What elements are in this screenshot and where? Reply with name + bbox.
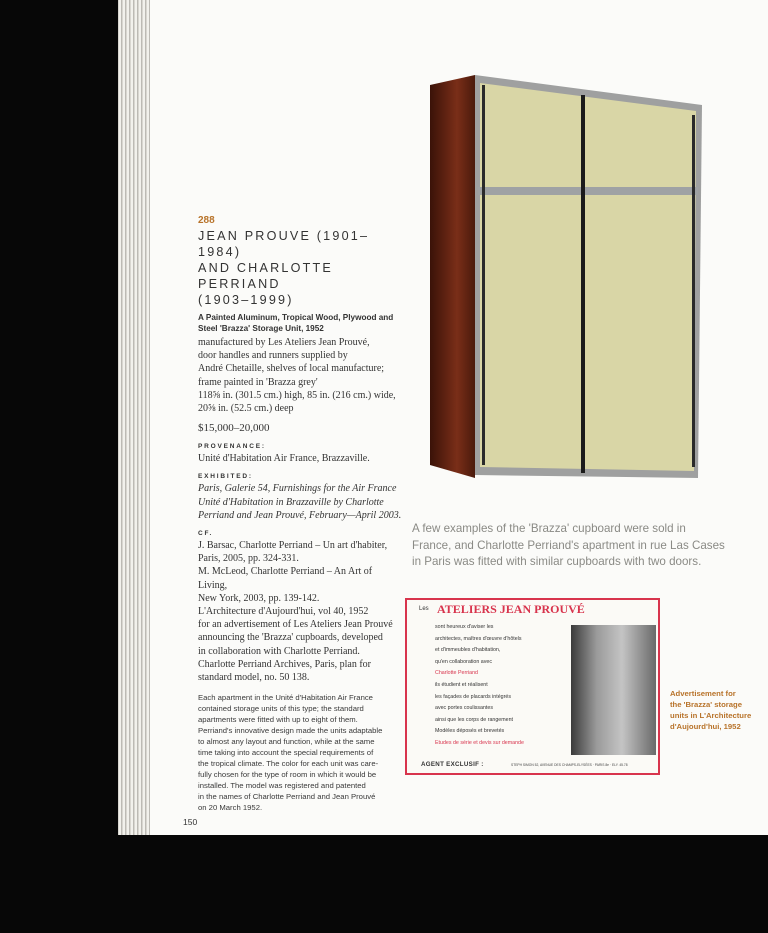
text-line: installed. The model was registered and patented	[198, 781, 366, 791]
references	[198, 539, 403, 684]
text-line: André Chetaille, shelves of local manufacture;	[198, 363, 385, 375]
text-line: door handles and runners supplied by	[198, 350, 348, 362]
ad-line: sont heureux d'aviser les	[435, 624, 494, 630]
provenance: Unité d'Habitation Air France, Brazzaville.	[198, 453, 370, 465]
lot-description	[198, 336, 403, 415]
text-line: Each apartment in the Unité d'Habitation Air France	[198, 693, 373, 703]
lot-column	[198, 215, 403, 813]
text-line: Perriand's innovative design made the units adaptable	[198, 726, 383, 736]
lot-subtitle: A Painted Aluminum, Tropical Wood, Plywood and Steel 'Brazza' Storage Unit, 1952	[198, 313, 394, 333]
text-line: France, and Charlotte Perriand's apartment in rue Las Cases	[412, 538, 725, 552]
text-line: Paris, Galerie 54, Furnishings for the Air France	[198, 483, 397, 495]
photo-caption	[412, 521, 757, 571]
title-line: JEAN PROUVE (1901–1984)	[198, 229, 370, 259]
page-stack-edge	[118, 0, 154, 835]
title-line: (1903–1999)	[198, 293, 294, 307]
cf-label: CF.	[198, 530, 214, 538]
text-line: frame painted in 'Brazza grey'	[198, 376, 318, 388]
text-line: the 'Brazza' storage	[670, 700, 743, 709]
ad-line: qu'en collaboration avec	[435, 658, 492, 665]
text-line: manufactured by Les Ateliers Jean Prouvé,	[198, 337, 370, 348]
advertisement	[405, 598, 660, 775]
exhibited-label: EXHIBITED:	[198, 473, 253, 481]
text-line: in Paris was fitted with similar cupboards with two doors.	[412, 555, 702, 568]
text-line: A few examples of the 'Brazza' cupboard were sold in	[412, 522, 686, 535]
text-line: announcing the 'Brazza' cupboards, developed	[198, 632, 383, 644]
cabinet-photo	[430, 75, 702, 478]
ad-brand: ATELIERS JEAN PROUVÉ	[437, 602, 585, 616]
ad-line: architectes, maîtres d'œuvre d'hôtels	[435, 635, 522, 642]
ad-line: ainsi que les corps de rangement	[435, 716, 514, 723]
text-line: apartments were fitted with up to eight of them.	[198, 715, 358, 725]
text-line: time taking into account the special requirements of	[198, 748, 374, 758]
page-number: 150	[183, 817, 198, 827]
text-line: Paris, 2005, pp. 324-331.	[198, 553, 299, 565]
title-line: AND CHARLOTTE PERRIAND	[198, 261, 333, 291]
ad-agent: AGENT EXCLUSIF :	[421, 761, 484, 768]
text-line: Charlotte Perriand Archives, Paris, plan for	[198, 658, 372, 670]
essay	[198, 692, 403, 813]
text-line: on 20 March 1952.	[198, 803, 263, 813]
text-line: Advertisement for	[670, 689, 736, 698]
text-line: contained storage units of this type; the standard	[198, 704, 364, 714]
ad-les: Les	[419, 606, 429, 612]
ad-caption	[670, 688, 764, 732]
ad-line: les façades de placards intégrés	[435, 693, 511, 700]
text-line: in the names of Charlotte Perriand and Jean Prouvé	[198, 792, 376, 802]
text-line: L'Architecture d'Aujourd'hui, vol 40, 1952	[198, 606, 369, 618]
text-line: 118⅝ in. (301.5 cm.) high, 85 in. (216 cm.) wide,	[198, 389, 396, 401]
ad-line: Modèles déposés et brevetés	[435, 728, 505, 735]
text-line: d'Aujourd'hui, 1952	[670, 722, 741, 731]
text-line: in collaboration with Charlotte Perriand.	[198, 645, 360, 657]
text-line: Unité d'Habitation in Brazzaville by Charlotte	[198, 496, 384, 508]
exhibited	[198, 482, 403, 522]
text-line: for an advertisement of Les Ateliers Jean Prouvé	[198, 619, 393, 631]
lot-number: 288	[198, 215, 215, 226]
ad-agent-detail: STEPH SIMON 52, AVENUE DES CHAMPS-ELYSÉES · PARIS 8e · ELY. 45.78	[511, 763, 628, 767]
text-line: fully chosen for the type of room in which it would be	[198, 770, 377, 780]
ad-photo	[571, 625, 656, 755]
text-line: 20⅝ in. (52.5 cm.) deep	[198, 403, 294, 415]
text-line: J. Barsac, Charlotte Perriand – Un art d'habiter,	[198, 540, 388, 552]
ad-line: Etudes de série et devis sur demande	[435, 740, 524, 746]
provenance-label: PROVENANCE:	[198, 443, 266, 451]
text-line: Perriand and Jean Prouvé, February—April 2003.	[198, 509, 402, 521]
text-line: standard model, no. 50 138.	[198, 672, 310, 684]
ad-line: ils étudient et réalisent	[435, 682, 488, 688]
text-line: units in L'Architecture	[670, 711, 752, 720]
estimate: $15,000–20,000	[198, 422, 270, 435]
ad-line: et d'immeubles d'habitation,	[435, 647, 501, 654]
ad-line: Charlotte Perriand	[435, 670, 478, 677]
text-line: to almost any layout and function, while at the same	[198, 737, 375, 747]
ad-line: avec portes coulissantes	[435, 705, 494, 712]
text-line: M. McLeod, Charlotte Perriand – An Art of Living,	[198, 566, 373, 591]
text-line: New York, 2003, pp. 139-142.	[198, 592, 320, 604]
text-line: the tropical climate. The color for each unit was care-	[198, 759, 379, 769]
lot-title	[198, 228, 403, 308]
